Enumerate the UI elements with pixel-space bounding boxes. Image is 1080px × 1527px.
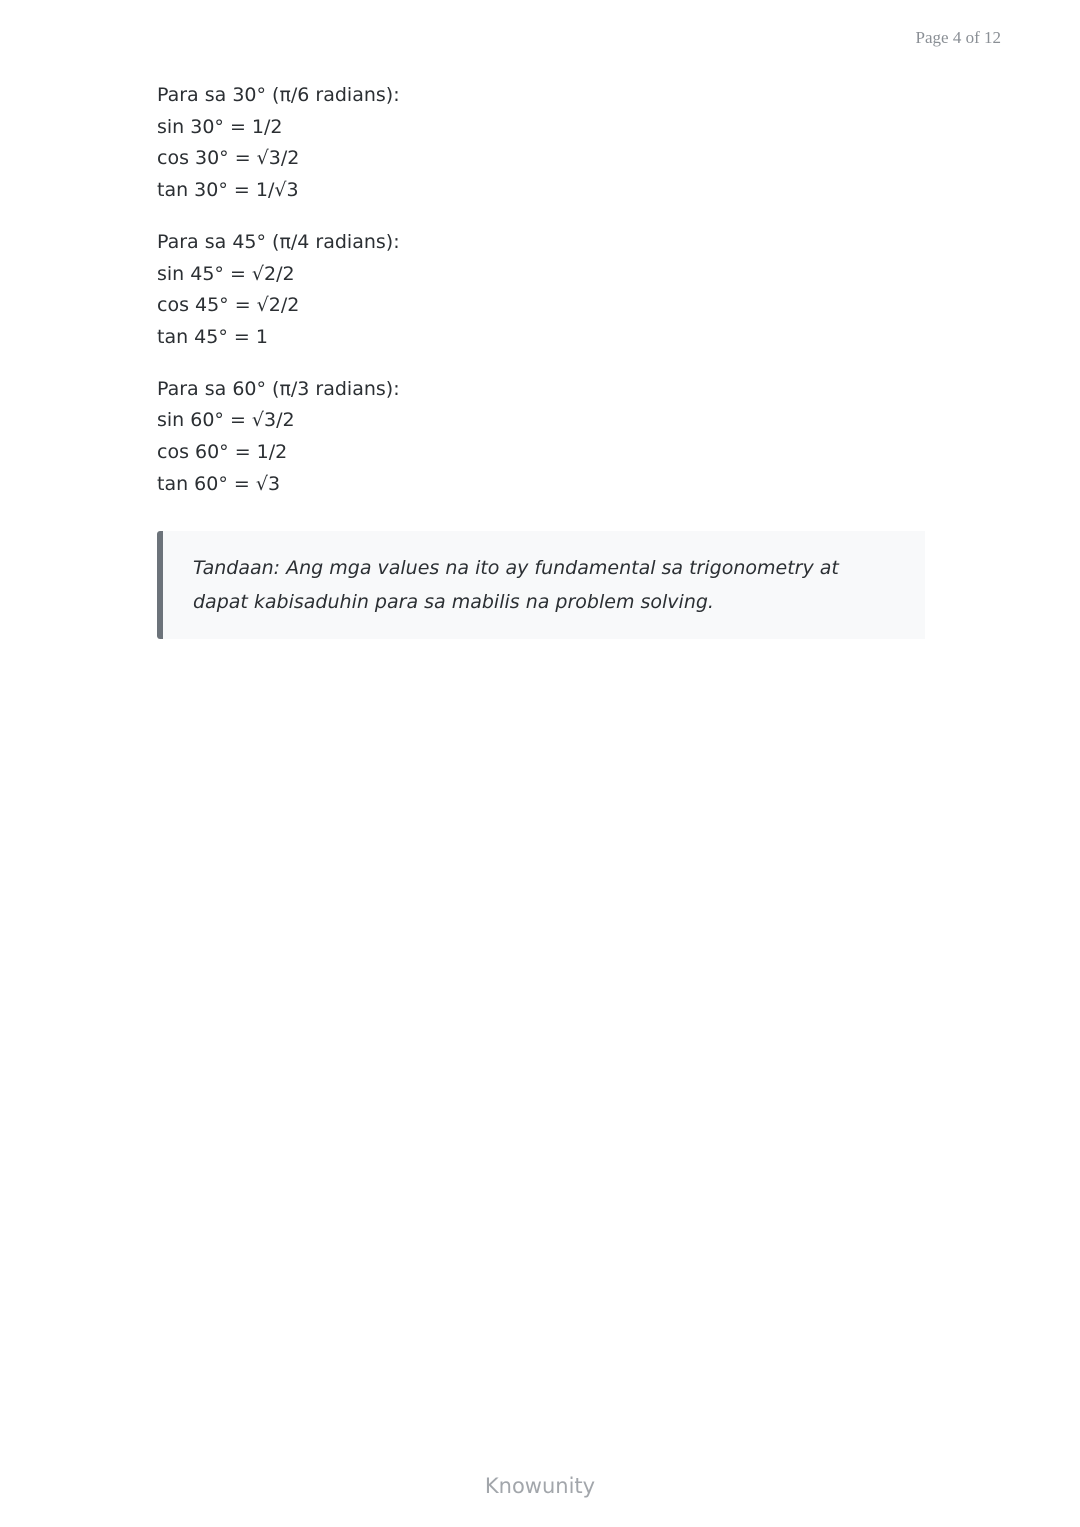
tan-value-line: tan 45° = 1	[157, 325, 268, 348]
sin-value-line: sin 60° = √3/2	[157, 409, 295, 432]
cos-value-line: cos 45° = √2/2	[157, 294, 300, 317]
note-text: Tandaan: Ang mga values na ito ay fundamental sa trigonometry at dapat kabisaduhin para sa mabilis na problem solving.	[193, 557, 839, 613]
note-callout	[157, 531, 925, 639]
sin-value-line: sin 30° = 1/2	[157, 115, 283, 138]
section-heading: Para sa 30° (π/6 radians):	[157, 84, 400, 106]
tan-value-line: tan 60° = √3	[157, 472, 281, 495]
section-30-degrees	[157, 80, 927, 207]
sin-value-line: sin 45° = √2/2	[157, 262, 295, 285]
main-content	[157, 80, 927, 520]
cos-value-line: cos 30° = √3/2	[157, 147, 300, 170]
section-45-degrees	[157, 227, 927, 354]
cos-value-line: cos 60° = 1/2	[157, 441, 288, 464]
section-60-degrees	[157, 374, 927, 501]
footer-brand: Knowunity	[484, 1474, 596, 1498]
tan-value-line: tan 30° = 1/√3	[157, 179, 299, 202]
section-heading: Para sa 60° (π/3 radians):	[157, 377, 400, 400]
page-number: Page 4 of 12	[915, 28, 1001, 47]
section-heading: Para sa 45° (π/4 radians):	[157, 230, 400, 253]
